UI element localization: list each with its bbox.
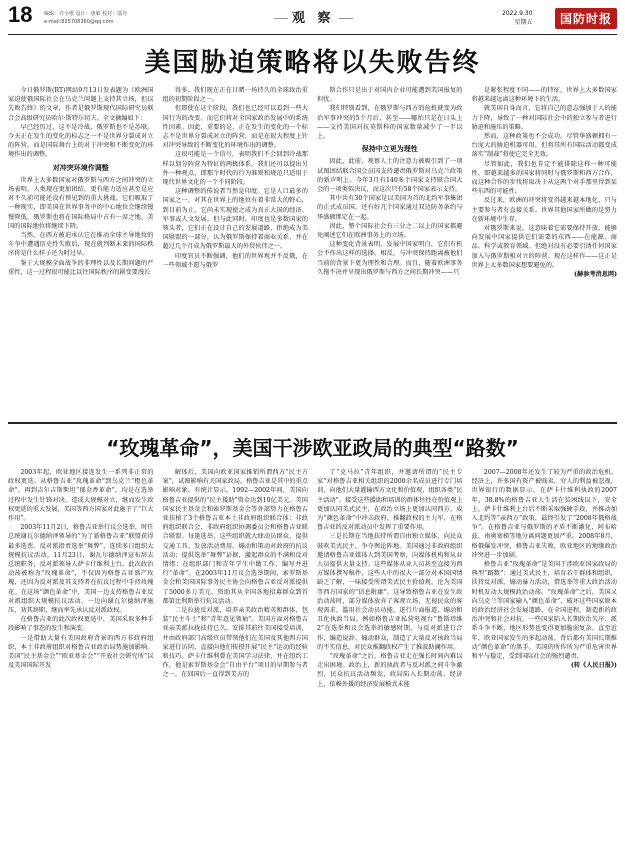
article2-body <box>8 468 617 856</box>
paragraph: 2003年起，欧亚地区接连发生一系列非正常的政权更迭。从格鲁吉亚“玫瑰革命”到乌克兰“橙色革命”，再到吉尔吉斯斯坦“郁金香革命”，均是在选举过程中发生针锋对决，造成大规模对立，继而发生政权更迭的重大发展，美国等西方国家对此施予了“巨大作用”。 <box>8 469 154 523</box>
page-header <box>8 4 617 35</box>
paragraph: 印度官员不断强调，他们的世界观并不反俄，在一些领域不愿与俄罗 <box>162 252 308 269</box>
paragraph: 了“克马拉”青年组织，并邀请所谓的“民主专家”对格鲁吉亚相关组织的2000余名成员进行专门培训，向他们大量灌输西方文化和价值观，组织各类“民主活动”。接受这些援助和培训的群体往往在价值观上更加认同美式民主，在政治立场上更加认同西方，成为“颜色革命”中冲击政府、推翻政权的主力军，在格鲁吉亚的反对派动员中发挥了重要作用。 <box>317 469 463 532</box>
paragraph: 当然，在西方被迫承认它在推动全球主导地位的斗争中遭遇历史性失败后，现在就判断未来的国际秩序将是什么样子还为时过早。 <box>8 232 154 258</box>
paragraph: 这很可能是一个信号，表明我们不会回到冷战那样以划分阵营为特征的两极体系。我们还可以提出另外一种观点，即那个时代的行为准则和规范只适用于现代世界文化的一个不同阶段。 <box>162 151 308 187</box>
paragraph: 得多。我们现在正在目睹一场持久的全球政治重组的初期阶段之一。 <box>162 87 308 104</box>
paragraph: 斯合作只是出于对国内企业可能遭到美国报复的担忧。 <box>317 87 463 104</box>
date-value: 2022.9.30 <box>502 10 533 17</box>
paragraph: 是紧张程度不同——的特征，世界上大多数国家将越来越远离这种环境下的生活。 <box>471 87 617 104</box>
editor-credits <box>44 10 127 26</box>
paragraph: 格鲁吉亚“玫瑰革命”是美国干涉欧亚国家政局的典型“路数”：通过美式民主，培育若干群体和组织，扶持反对派，煽动暴力活动，借选举等重大政治活动时机发动大规模政治动荡。“玫瑰革命”之后，美国又向乌克兰等国家输入“颜色革命”，破坏这些国家原本的政治经济社会发展道路，在全国进程，制造新的政治冲突和社会对抗。一些国家陷入长期政治失序、派系斗争不断，地区形势也变得更加脆弱复杂。直至近年，欧亚国家发生的多起动荡，背后都有美国长期推动“颜色革命”的黑手。美国的所作所为严重危害世界和平与稳定，受到国际社会的强烈谴责。 <box>471 561 617 661</box>
article2-headline: “玫瑰革命”，美国干涉欧亚政局的典型“路数” <box>106 436 519 460</box>
article-column <box>163 86 309 416</box>
paragraph: 其中共有30个国家是以美国为首的北约军事集团的正式成员国，还有好几个国家通过双边防务条约与华盛顿绑定在一起。 <box>317 195 463 221</box>
source-credit: (转《人民日报》) <box>570 662 617 670</box>
paragraph: 2003年11月2日，格鲁吉亚举行议会选举，时任总统谢瓦尔德纳泽领导的“为了新格鲁吉亚”联盟获得最多选票。反对派指责选举“舞弊”，连续多日组织大规模抗议活动。11月23日，谢瓦尔德纳泽宣布辞去总统职务，反对派领导人萨卡什维利上台。此次政治动荡被称为“玫瑰革命”，不仅因为格鲁吉亚盛产玫瑰，还因为反对派及其支持者在抗议过程中手持玫瑰花。在这场“颜色革命”中，美国一边支持格鲁吉亚反对派组织大规模抗议活动，一边向谢瓦尔德纳泽施压，劝其辞职，继而率先承认反对派政权。 <box>8 524 154 615</box>
paragraph: 一是借助大量有美国政府背景的西方非政府组织，本土非政府组织对格鲁吉亚政治局势施加影响。美国“民主基金会”“欧亚基金会”“开放社会研究所”以及美国国际开发 <box>8 634 154 670</box>
section-title: 观 察 <box>270 7 357 26</box>
paragraph: “玫瑰革命”之后，格鲁吉亚走在强长时间内难以走出困境。政治上，新的执政者与反对派之间斗争激烈，民众抗议活动频发，政局陷入长期动荡。经济上，依赖外援的经济发展模式未能 <box>317 653 463 688</box>
paragraph: 但即使在这个阶段，我们也已经可以看到一些大国行为的改变。而它们将对全国家政治发展中的系统性因素。因此，重要的是，正在发生的变化的一个标志不是世界分裂成对立的阵营，而是在很大程度上针对冲突导致的不断变化的环境作出的调整。 <box>162 105 308 150</box>
paragraph: 早已经历过，这不是冷战，俄罗斯也不是苏联。今天正在发生的变化的标志之一不是世界分裂成对立的阵营，而是国际舞台上的对于冲突和不断变化的环境作出的调整。 <box>8 123 154 159</box>
paragraph: 在格鲁吉亚的此次政权更迭中，美国采取多种手段影响了事态的发生和演变。 <box>8 616 154 633</box>
weekday-value: 星期五 <box>514 19 533 26</box>
paragraph: 三是长期在当地扶持所谓自由独立媒体，向民众鼓吹美式民主，争夺舆论阵地。美国通过非政府组织邀请格鲁吉亚媒体人到美国考察，向媒体机构和从业人员提供大量支持。这些媒体从业人员甚至直接为西方媒体撰写稿件，这些人中的很大一部分对本国国情缺乏了解，一味接受所谓美式民主价值观，沦为美国等西方国家的“信息附庸”。这导致格鲁吉亚在发生政治动荡时，部分媒体放弃了客观立场，无视民众的客观需求，滥用社会动员功能，进行片面报道，煽动和丑化执政当局。例如格鲁吉亚私营电视台“鲁斯塔维2”在选举和议会选举的敏感时期，与反对派进行合作，编造说辞、煽动群众，制造了大量反对执政当局的不实信息，对民众推翻政权产生了推波助澜作用。 <box>317 533 463 651</box>
article-column <box>8 468 154 856</box>
paragraph: 这种调整的传说者当然是印度。它是人口最多的国家之一，对其在世界上的地位有着非常大的野心，到目前为止，它尚未实现使之成为真正大国的经济、军事或人文发展。但与此同时，印度也是多数国家的领头者，它们正在设计自己的发展道路，拒绝成为美国联盟的一部分，认为俄罗斯保持着商业关系，并在超过几个月成为俄罗斯最大的外贸伙伴之一。 <box>162 188 308 251</box>
article-column <box>163 468 309 856</box>
paragraph: 我们特别看到，在俄罗斯与西方的危机就变为政治军事冲突的5个月后，甚至——哪怕只是在日头上——支持美国对抗莫斯科的国家数量减少了一半以上。 <box>317 105 463 141</box>
article-column <box>317 468 463 856</box>
article1-body <box>8 86 617 416</box>
issue-date <box>502 9 533 27</box>
paragraph: 对俄罗斯来说，这意味着它需要保持开放，能够向发展中国家提供它们需要的东西——在能源、商品、科学或教育领域。但绝对没有必要引诱任何国家加入与俄罗斯相对立的阵营。现在这样作——这正是世界上大多数国家想要避免的。 <box>471 225 617 269</box>
editor-line: 编辑：许小歌 设计：惠敏 校对：邬丹 <box>44 11 128 17</box>
paragraph: 鉴于大规模全面战争的非理性以及长期问题的严重性，这一过程很可能比以往国际秩序的剧变要漫长 <box>8 259 154 276</box>
paragraph: 反过来，欧洲的冲突将变得越来越本地化，只与主要参与者有直接关系。世界其他国家所做的是努力在新环境中生存。 <box>471 197 617 223</box>
paragraph: 二是拉拢反对派，培养亲美政治精英和群体，包装“民主斗士”和“青年意见领袖”。美国方面对格鲁吉亚亲美派拉拢扶持已久，安排其前往美国接受培训，并由政府部门高级官员带领他们在美国及其他西方国家进行访问，直接向他们传授开展“民主”运动的经验和技巧。萨卡什维利曾在美国学习法律，并在纽约工作，他是索罗斯基金会“自由平台”项目的早期参与者之一，在回国后一直得到美方的 <box>162 607 308 679</box>
article-divider <box>8 422 617 424</box>
paragraph: 今日俄罗斯(RT)网站9月13日发表题为《欧洲国家迫使俄国际社会在乌克兰问题上支持其立场，但以失败告终》的文章，作者是俄罗斯现代国际研究员联合会高级研究员哈尔·斯特尔切夫。全文摘编如下： <box>8 87 154 122</box>
paragraph: 就美国自身而言，它将自己的意志强加于人的能力下降，导致了一种对国际社会中的独立参与者进行胁迫和施压的策略。 <box>471 105 617 131</box>
paragraph: 因此，此前，观察人士的注意力被吸引到了一项试图团结联合国会员国支持谴责俄罗斯对乌克兰政策的新声明上。今年3月有140多个国家支持联合国大会的一项类似决议，而这次只有58个国家表示支持。 <box>317 158 463 194</box>
newspaper-logo: 国防时报 <box>555 8 617 29</box>
article-column <box>472 468 618 856</box>
email-line: e-mail:825708360@qq.com <box>44 19 114 25</box>
subheading: 保持中立更为理性 <box>361 145 418 154</box>
page-number: 18 <box>8 2 33 27</box>
paragraph: 2007—2008年还发生了较为严重的政治危机。经济上，许多国有资产被贱卖，穷人的利益被忽视，世界银行的数据显示，在萨卡什维利执政的2007年，38.8%的格鲁吉亚人生活在贫困线以下，安全上，萨卡什维利上台后不断采取强硬手段，并推动加入北约等“亲西方”政策，最终引发了“2008年俄格战争”。在格鲁吉亚与俄罗斯的矛盾不断激化，阿布哈兹、南奥塞梯等地分离问题更加严重。2008年8月，格俄爆发冲突，格鲁吉亚失败，欧亚地区的地缘政治冲突进一步加剧。 <box>471 469 617 559</box>
article-column <box>317 86 463 416</box>
article-column <box>472 86 618 416</box>
paragraph: 然而，这种政策也不会成功。尽管华盛顿拥有一台庞大的胁迫机器可用，但将其所有国际活动都变成落实“制裁”将使它完全无效。 <box>471 133 617 159</box>
article1-headline: 美国胁迫策略将以失败告终 <box>144 48 481 78</box>
paragraph: 尽管如此，我们也肯定不能排除这样一种可能性，即越来越多的国家将同时与俄罗斯和西方合作，而这种合作的步伐将取决于从这两个对手那里得到某些东西的可能性。 <box>471 160 617 196</box>
paragraph: 这种变化背景表明，发展中国家明白，它们有机会不作出这样的选择。相反，与冲突保持距离被他们当前的背景下更为理性和合理。而且，随着欧洲事务久拖不决并呈现出俄罗斯与西方之间长期冲突——只 <box>317 241 463 276</box>
paragraph: 因此，整个国际社会有三分之二以上的国家都避免阐述它们在欧洲事务上的立场。 <box>317 222 463 240</box>
source-credit: (赫参考消息网) <box>574 271 617 279</box>
paragraph: 解体后，美国向欧亚国家推销所谓西方“民主方案”，试图影响有关国家政局。格鲁吉亚是其中的重点影响对象。有统计显示，1992—2002年间，美国向格鲁吉亚提供的“民主援助”资金达到10亿美元。美国国家民主基金会和索罗斯基金会等外部势力在格鲁吉亚扶植了3个格鲁吉亚本土非政府组织联合体：非政府组织联合会，非政府组织协调委员会和格鲁吉亚联合联盟。每逢选举，这些组织就大肆动员群众、提供交通工具、发放活动费用、煽动和策动对政府的抗议活动；提供选举“舞弊”证据，激起群众的不满和反对情绪；在组织部门和青年学生中做工作，编写并进行“革命”。在2003年11月议会选举期间，索罗斯基金会和美国国际事务民主协会向格鲁吉亚反对派提供了5000多万美元，资助其从全国各地招募群众到首都第比利斯举行抗议活动。 <box>162 469 308 605</box>
paragraph: 世界上大多数国家对俄罗斯与西方之间冲突的立场表明，人类现在更加团结，更有能力适应甚至是应对不久前可能还没有预见到的重大挑战。它们吸取了一种现实，即美国在世界事务中的中心地位会继续慢慢降低，俄罗斯也将在国际格局中占有一席之地，美国的国际地位将继续下降。 <box>8 176 154 230</box>
article-column <box>8 86 154 416</box>
subheading: 对冲突环境作调整 <box>52 163 109 172</box>
